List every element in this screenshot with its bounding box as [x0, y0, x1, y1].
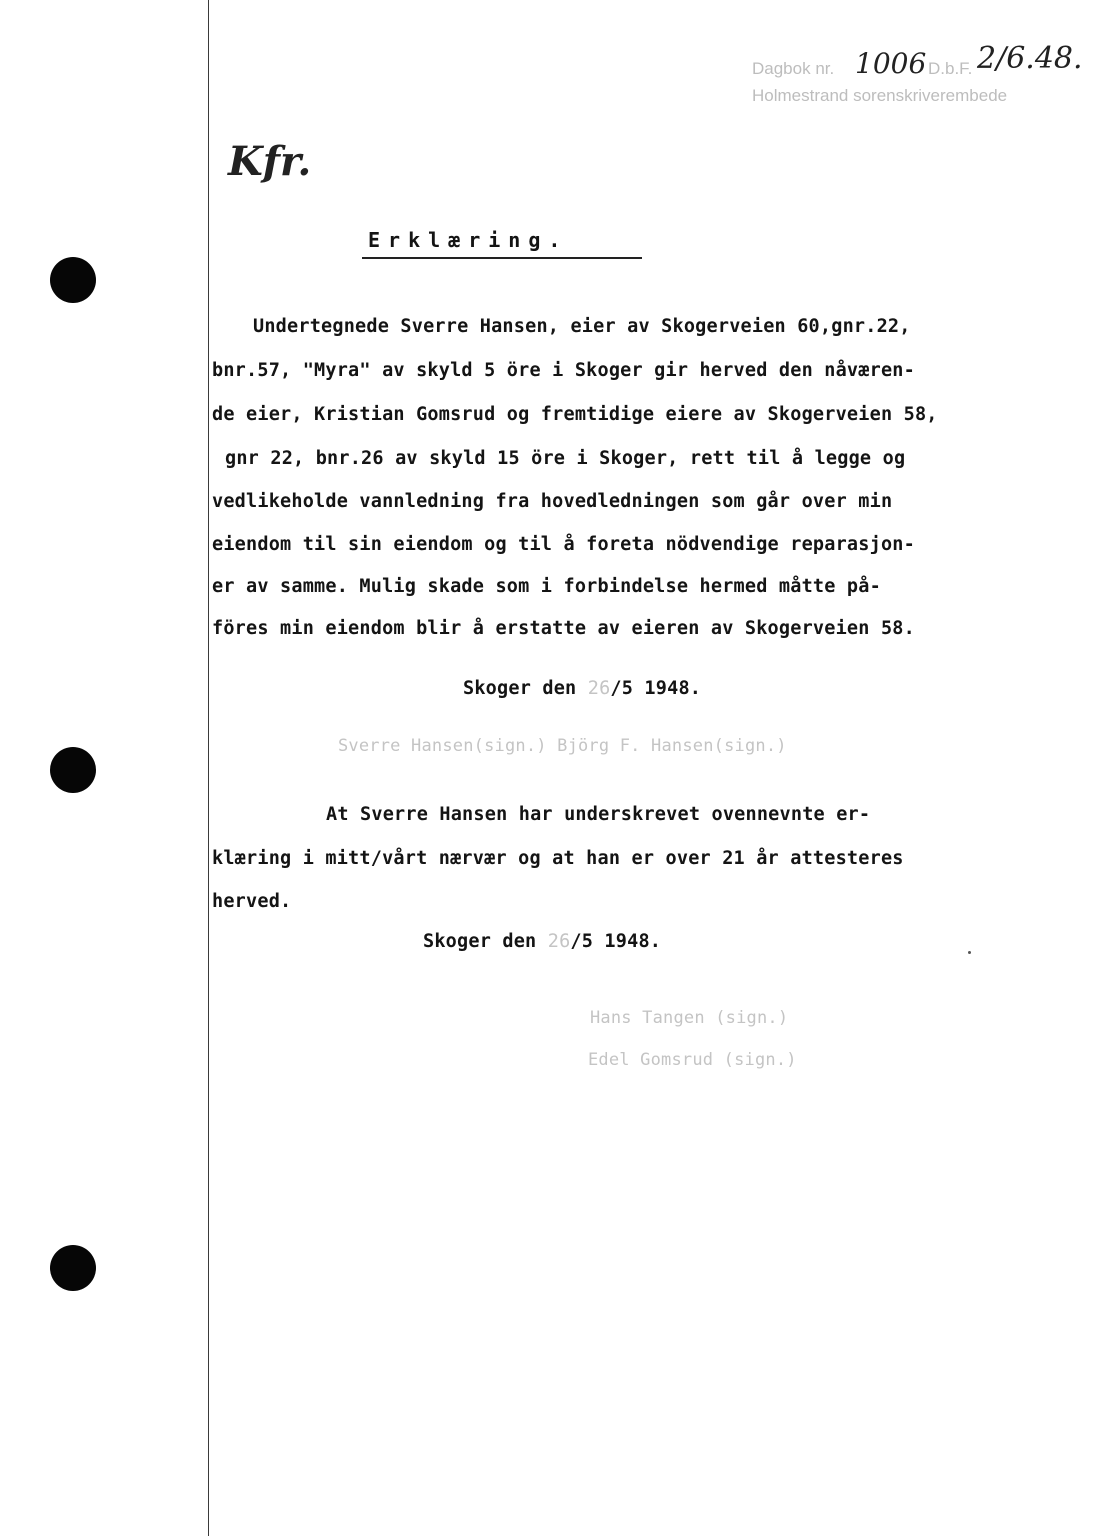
stamp-dagbok-label: Dagbok nr.: [752, 59, 835, 78]
date-prefix: Skoger den: [463, 678, 577, 699]
date-rest: /5 1948.: [570, 931, 662, 952]
document-title: Erklæring.: [368, 228, 569, 252]
date-prefix: Skoger den: [423, 931, 537, 952]
witness-signature: Edel Gomsrud (sign.): [588, 1050, 797, 1070]
margin-line: [208, 0, 209, 1536]
body-line: gnr 22, bnr.26 av skyld 15 öre i Skoger, rett til å legge og: [225, 448, 906, 469]
stamp-date: 2/6.48.: [977, 41, 1083, 76]
body-line: föres min eiendom blir å erstatte av eieren av Skogerveien 58.: [212, 618, 915, 639]
stamp-office: Holmestrand sorenskriverembede: [752, 86, 1008, 105]
title-underline: [362, 257, 642, 259]
body-line: eiendom til sin eiendom og til å foreta nödvendige reparasjon-: [212, 534, 915, 555]
attest-line: herved.: [212, 891, 292, 912]
attest-line: klæring i mitt/vårt nærvær og at han er over 21 år attesteres: [212, 848, 904, 869]
attest-line: At Sverre Hansen har underskrevet ovennevnte er-: [326, 804, 871, 825]
signatures-owners: Sverre Hansen(sign.) Björg F. Hansen(sign.): [338, 736, 787, 756]
stamp-dbr-label: D.b.F.: [928, 59, 973, 78]
witness-signature: Hans Tangen (sign.): [590, 1008, 789, 1028]
date-rest: /5 1948.: [610, 678, 702, 699]
date-day: 26: [587, 678, 611, 699]
body-line: vedlikeholde vannledning fra hovedledningen som går over min: [212, 491, 893, 512]
stamp-dagbok-number: 1006: [855, 47, 927, 80]
punch-hole-bottom: [50, 1245, 96, 1291]
punch-hole-middle: [50, 747, 96, 793]
body-line: bnr.57, "Myra" av skyld 5 öre i Skoger gir herved den nåværen-: [212, 360, 915, 381]
body-line: Undertegnede Sverre Hansen, eier av Skogerveien 60,gnr.22,: [253, 316, 911, 337]
body-line: er av samme. Mulig skade som i forbindelse hermed måtte på-: [212, 576, 881, 597]
punch-hole-top: [50, 257, 96, 303]
ink-dot: [968, 951, 971, 954]
date-line-2: [423, 933, 661, 952]
margin-note: Kfr.: [228, 138, 312, 185]
body-line: de eier, Kristian Gomsrud og fremtidige eiere av Skogerveien 58,: [212, 404, 938, 425]
date-day: 26: [547, 931, 571, 952]
date-line-1: [463, 680, 701, 699]
